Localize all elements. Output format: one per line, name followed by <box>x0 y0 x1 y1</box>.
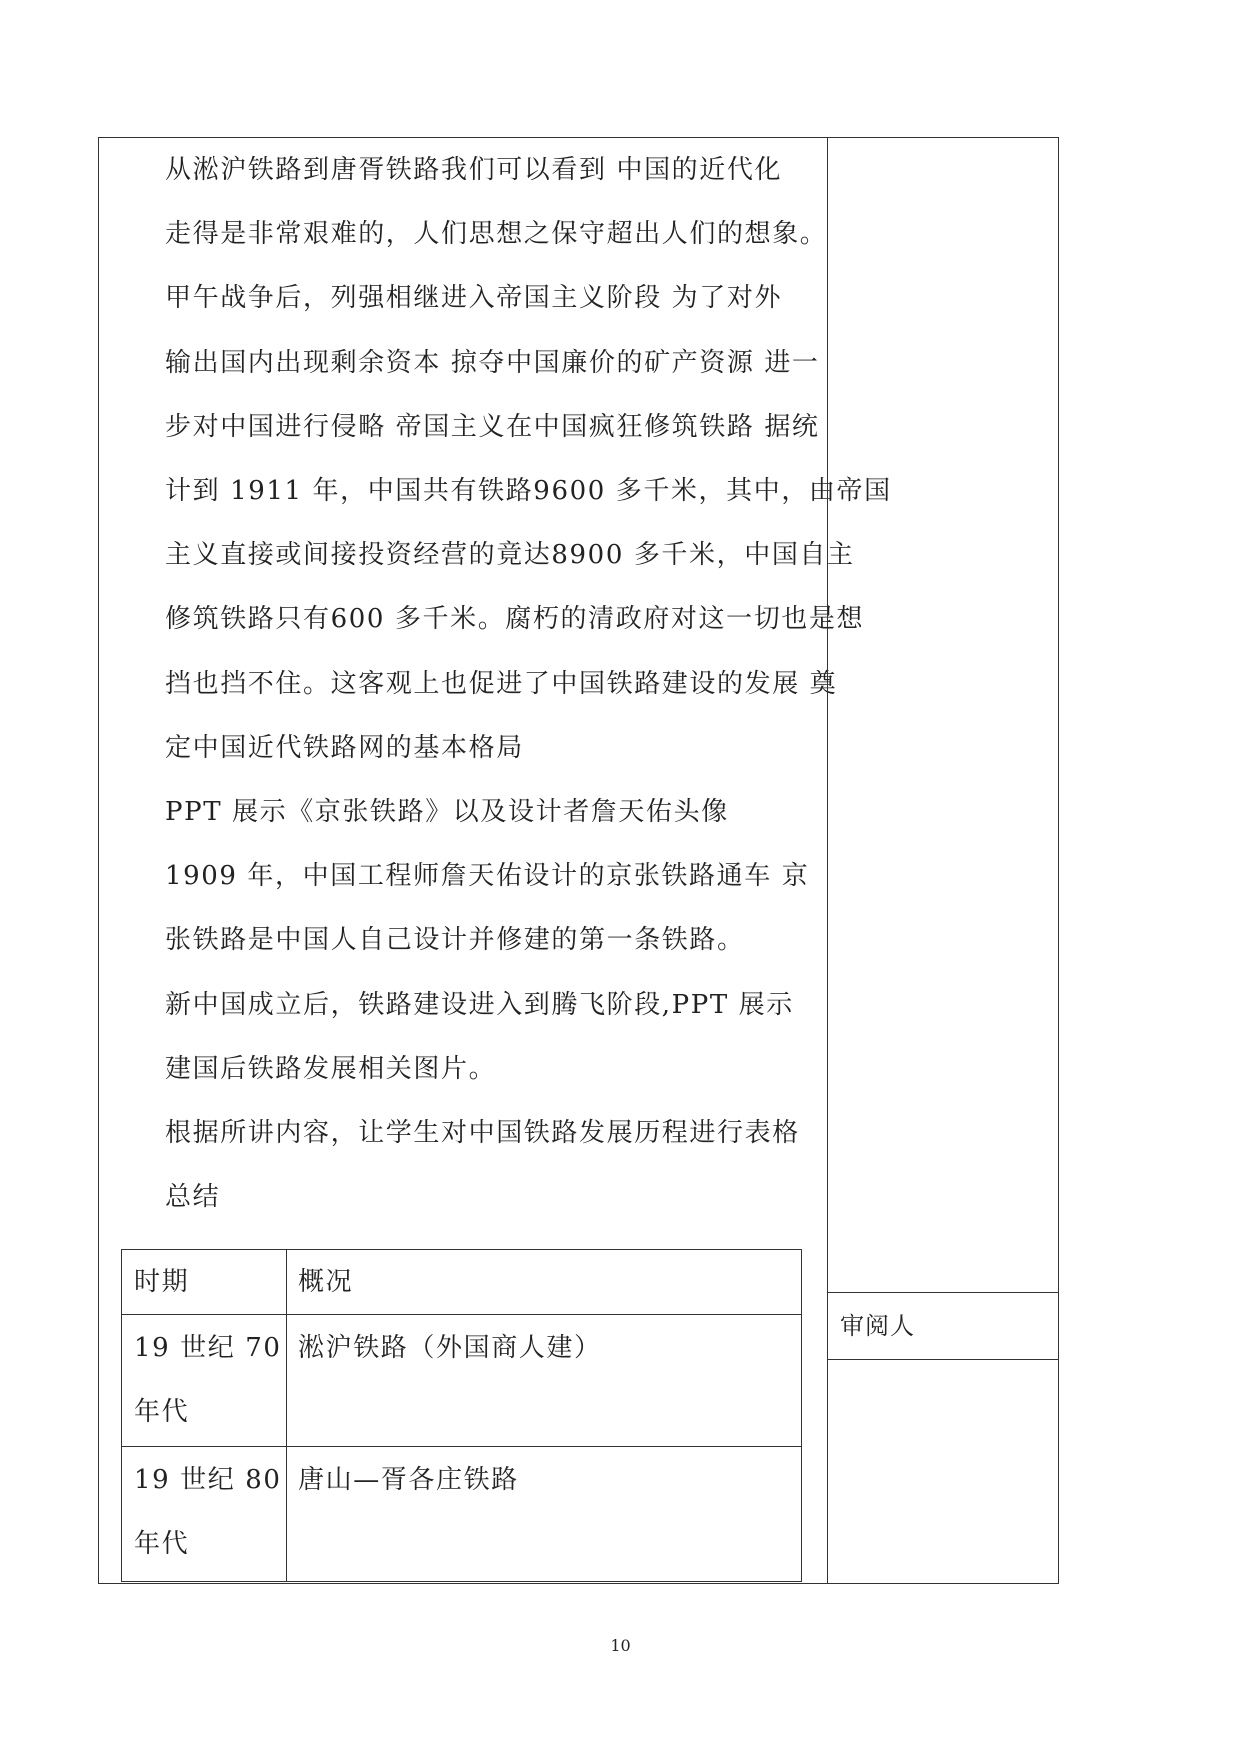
row-divider <box>122 1446 801 1447</box>
column-divider <box>286 1250 287 1581</box>
lesson-content <box>111 138 892 1253</box>
period-line: 19 世纪 80 <box>134 1465 282 1495</box>
header-period: 时期 <box>134 1267 190 1297</box>
table-row-summary: 淞沪铁路（外国商人建） <box>298 1333 602 1363</box>
text-line: 张铁路是中国人自己设计并修建的第一条铁路。 <box>165 925 745 956</box>
text-line: 输出国内出现剩余资本 掠夺中国廉价的矿产资源 进一 <box>165 347 820 378</box>
header-summary: 概况 <box>298 1267 354 1297</box>
period-line: 年代 <box>134 1529 190 1559</box>
railway-history-table <box>121 1249 802 1582</box>
paragraph <box>111 844 826 972</box>
table-row-period <box>134 1448 282 1576</box>
text-line: 计到 1911 年，中国共有铁路9600 多千米，其中，由帝国 <box>165 476 892 507</box>
paragraph <box>111 266 892 780</box>
page-number: 10 <box>610 1636 631 1655</box>
table-row-period <box>134 1316 282 1444</box>
text-line: 修筑铁路只有600 多千米。腐朽的清政府对这一切也是想 <box>165 604 865 635</box>
text-line: 1909 年，中国工程师詹天佑设计的京张铁路通车 京 <box>165 861 810 892</box>
text-line: 走得是非常艰难的，人们思想之保守超出人们的想象。 <box>165 219 828 250</box>
row-divider <box>827 1292 1058 1293</box>
paragraph <box>111 780 826 844</box>
lesson-plan-table <box>98 137 1059 1584</box>
text-line: 总结 <box>165 1182 221 1213</box>
text-line: 挡也挡不住。这客观上也促进了中国铁路建设的发展 奠 <box>165 668 838 699</box>
text-line: 主义直接或间接投资经营的竟达8900 多千米，中国自主 <box>165 540 855 571</box>
paragraph <box>111 138 826 266</box>
period-line: 年代 <box>134 1397 190 1427</box>
column-divider <box>827 138 828 1583</box>
text-line: 从淞沪铁路到唐胥铁路我们可以看到 中国的近代化 <box>165 155 783 185</box>
text-line: 甲午战争后，列强相继进入帝国主义阶段 为了对外 <box>165 283 783 314</box>
paragraph <box>111 1101 826 1229</box>
table-row-summary: 唐山—胥各庄铁路 <box>298 1465 519 1495</box>
text-line: 定中国近代铁路网的基本格局 <box>165 732 524 763</box>
reviewer-label: 审阅人 <box>840 1312 915 1340</box>
text-line: 步对中国进行侵略 帝国主义在中国疯狂修筑铁路 据统 <box>165 411 820 442</box>
text-line: 新中国成立后，铁路建设进入到腾飞阶段,PPT 展示 <box>165 989 794 1020</box>
paragraph <box>111 973 826 1101</box>
period-line: 19 世纪 70 <box>134 1333 282 1363</box>
text-line: 建国后铁路发展相关图片。 <box>165 1053 497 1084</box>
row-divider <box>122 1314 801 1315</box>
row-divider <box>827 1359 1058 1360</box>
text-line: PPT 展示《京张铁路》以及设计者詹天佑头像 <box>165 797 729 828</box>
text-line: 根据所讲内容，让学生对中国铁路发展历程进行表格 <box>165 1118 800 1149</box>
